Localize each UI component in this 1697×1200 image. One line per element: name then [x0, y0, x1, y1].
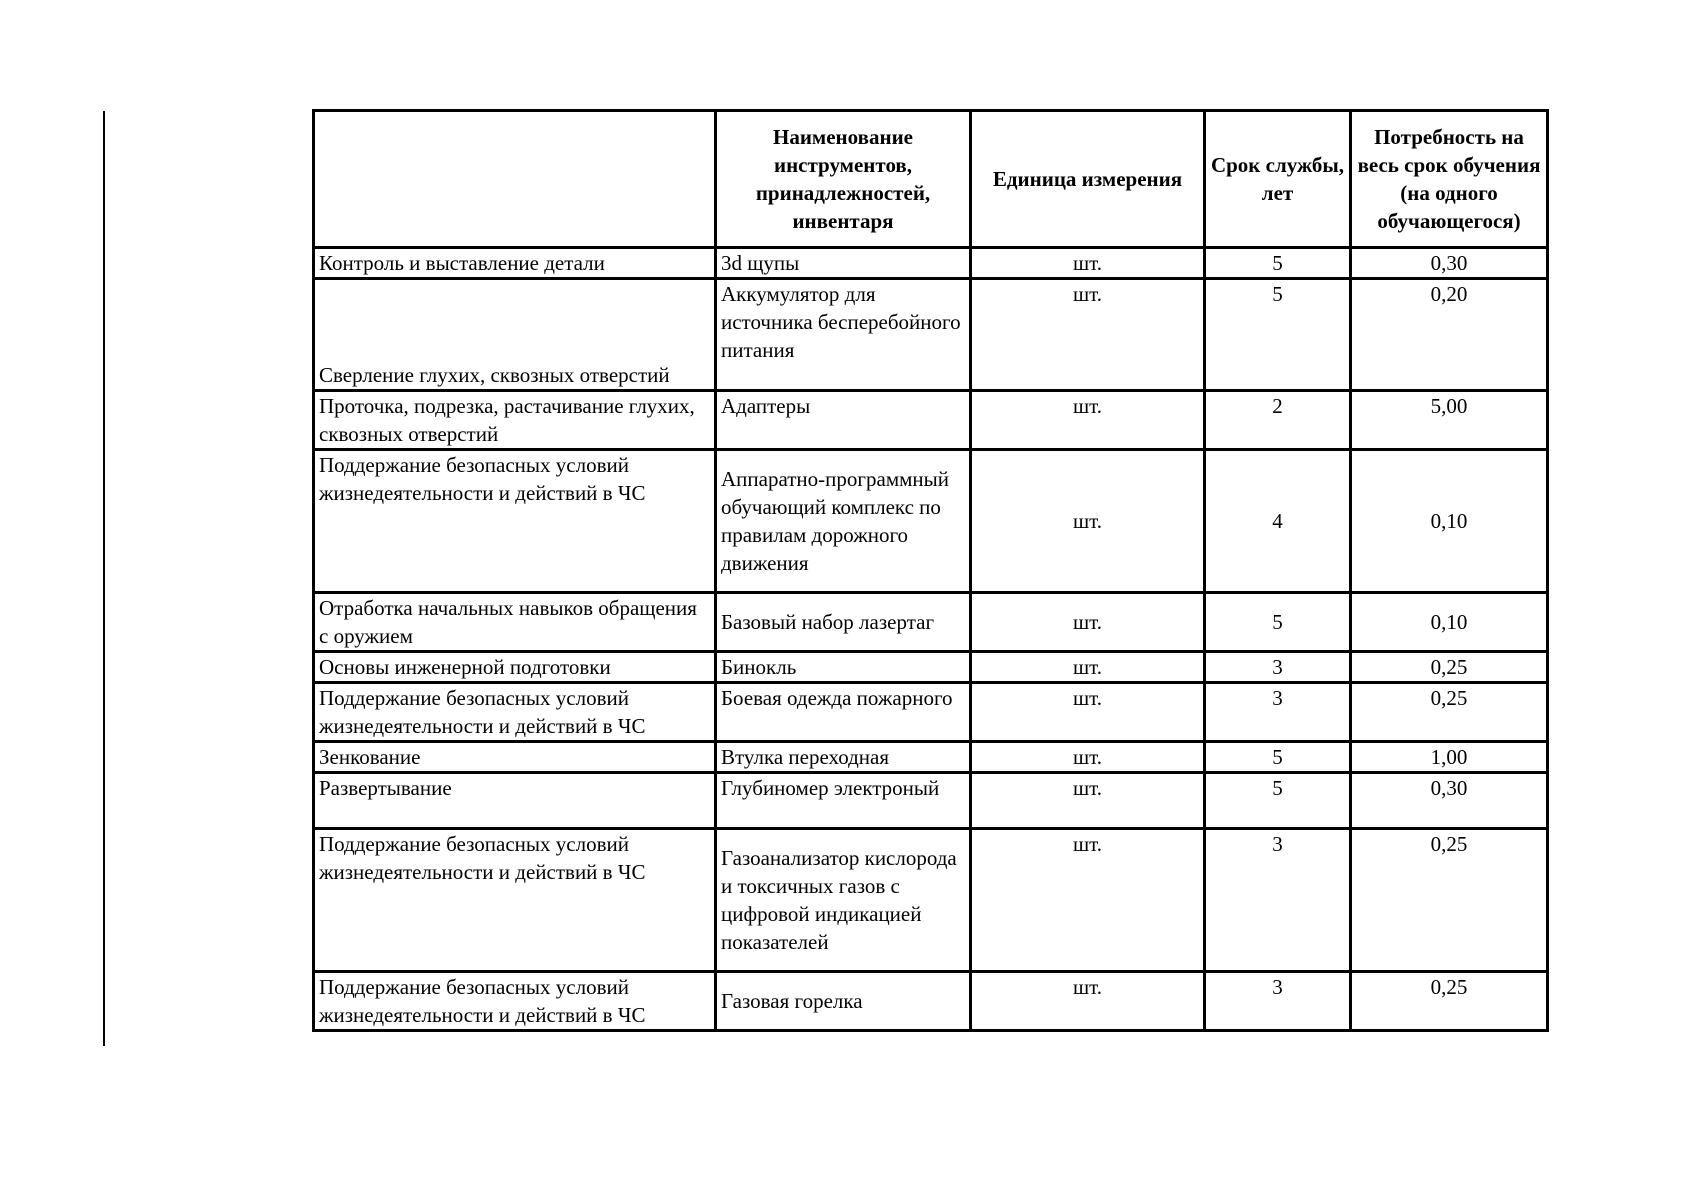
cell-name: Аккумулятор для источника бесперебойного питания [716, 279, 971, 391]
cell-need: 0,25 [1351, 683, 1548, 742]
header-operation [314, 111, 716, 248]
cell-unit: шт. [971, 683, 1205, 742]
cell-unit: шт. [971, 391, 1205, 450]
equipment-table [312, 109, 1549, 1032]
cell-operation: Проточка, подрезка, растачивание глухих, сквозных отверстий [314, 391, 716, 450]
cell-need: 0,10 [1351, 450, 1548, 593]
cell-need: 0,20 [1351, 279, 1548, 391]
cell-operation: Отработка начальных навыков обращения с оружием [314, 593, 716, 652]
cell-unit: шт. [971, 773, 1205, 829]
cell-name: Адаптеры [716, 391, 971, 450]
cell-operation: Развертывание [314, 773, 716, 829]
cell-unit: шт. [971, 248, 1205, 279]
cell-need: 0,25 [1351, 829, 1548, 972]
page-margin-line [103, 111, 105, 1046]
table-row [314, 829, 1548, 972]
cell-operation: Поддержание безопасных условий жизнедеятельности и действий в ЧС [314, 450, 716, 593]
table-row [314, 248, 1548, 279]
cell-name: Глубиномер электроный [716, 773, 971, 829]
cell-operation: Основы инженерной подготовки [314, 652, 716, 683]
cell-name: Втулка переходная [716, 742, 971, 773]
table-row [314, 450, 1548, 593]
cell-life: 5 [1205, 248, 1351, 279]
table-header-row [314, 111, 1548, 248]
cell-unit: шт. [971, 829, 1205, 972]
cell-unit: шт. [971, 279, 1205, 391]
cell-life: 5 [1205, 279, 1351, 391]
cell-name: Аппаратно-программный обучающий комплекс по правилам дорожного движения [716, 450, 971, 593]
cell-life: 3 [1205, 683, 1351, 742]
cell-need: 1,00 [1351, 742, 1548, 773]
cell-need: 0,25 [1351, 972, 1548, 1031]
cell-life: 3 [1205, 829, 1351, 972]
table-row [314, 593, 1548, 652]
table-row [314, 652, 1548, 683]
cell-need: 0,10 [1351, 593, 1548, 652]
cell-operation: Поддержание безопасных условий жизнедеятельности и действий в ЧС [314, 829, 716, 972]
cell-need: 0,25 [1351, 652, 1548, 683]
cell-operation: Поддержание безопасных условий жизнедеятельности и действий в ЧС [314, 972, 716, 1031]
cell-life: 5 [1205, 773, 1351, 829]
cell-operation: Контроль и выставление детали [314, 248, 716, 279]
cell-name: Бинокль [716, 652, 971, 683]
cell-need: 0,30 [1351, 773, 1548, 829]
cell-unit: шт. [971, 652, 1205, 683]
cell-life: 5 [1205, 742, 1351, 773]
cell-name: Боевая одежда пожарного [716, 683, 971, 742]
cell-unit: шт. [971, 972, 1205, 1031]
table-row [314, 773, 1548, 829]
table-row [314, 972, 1548, 1031]
cell-unit: шт. [971, 450, 1205, 593]
cell-operation: Зенкование [314, 742, 716, 773]
table-row [314, 279, 1548, 391]
cell-unit: шт. [971, 593, 1205, 652]
table-row [314, 391, 1548, 450]
cell-name: Газоанализатор кислорода и токсичных газов с цифровой индикацией показателей [716, 829, 971, 972]
cell-operation: Сверление глухих, сквозных отверстий [314, 279, 716, 391]
header-service-life: Срок службы, лет [1205, 111, 1351, 248]
header-name: Наименование инструментов, принадлежностей, инвентаря [716, 111, 971, 248]
cell-name: Базовый набор лазертаг [716, 593, 971, 652]
cell-life: 3 [1205, 652, 1351, 683]
cell-name: 3d щупы [716, 248, 971, 279]
cell-life: 4 [1205, 450, 1351, 593]
cell-name: Газовая горелка [716, 972, 971, 1031]
table-row [314, 683, 1548, 742]
cell-operation: Поддержание безопасных условий жизнедеятельности и действий в ЧС [314, 683, 716, 742]
header-unit: Единица измерения [971, 111, 1205, 248]
cell-unit: шт. [971, 742, 1205, 773]
cell-need: 0,30 [1351, 248, 1548, 279]
table-row [314, 742, 1548, 773]
cell-life: 2 [1205, 391, 1351, 450]
cell-life: 3 [1205, 972, 1351, 1031]
cell-life: 5 [1205, 593, 1351, 652]
cell-need: 5,00 [1351, 391, 1548, 450]
header-need: Потребность на весь срок обучения (на одного обучающегося) [1351, 111, 1548, 248]
